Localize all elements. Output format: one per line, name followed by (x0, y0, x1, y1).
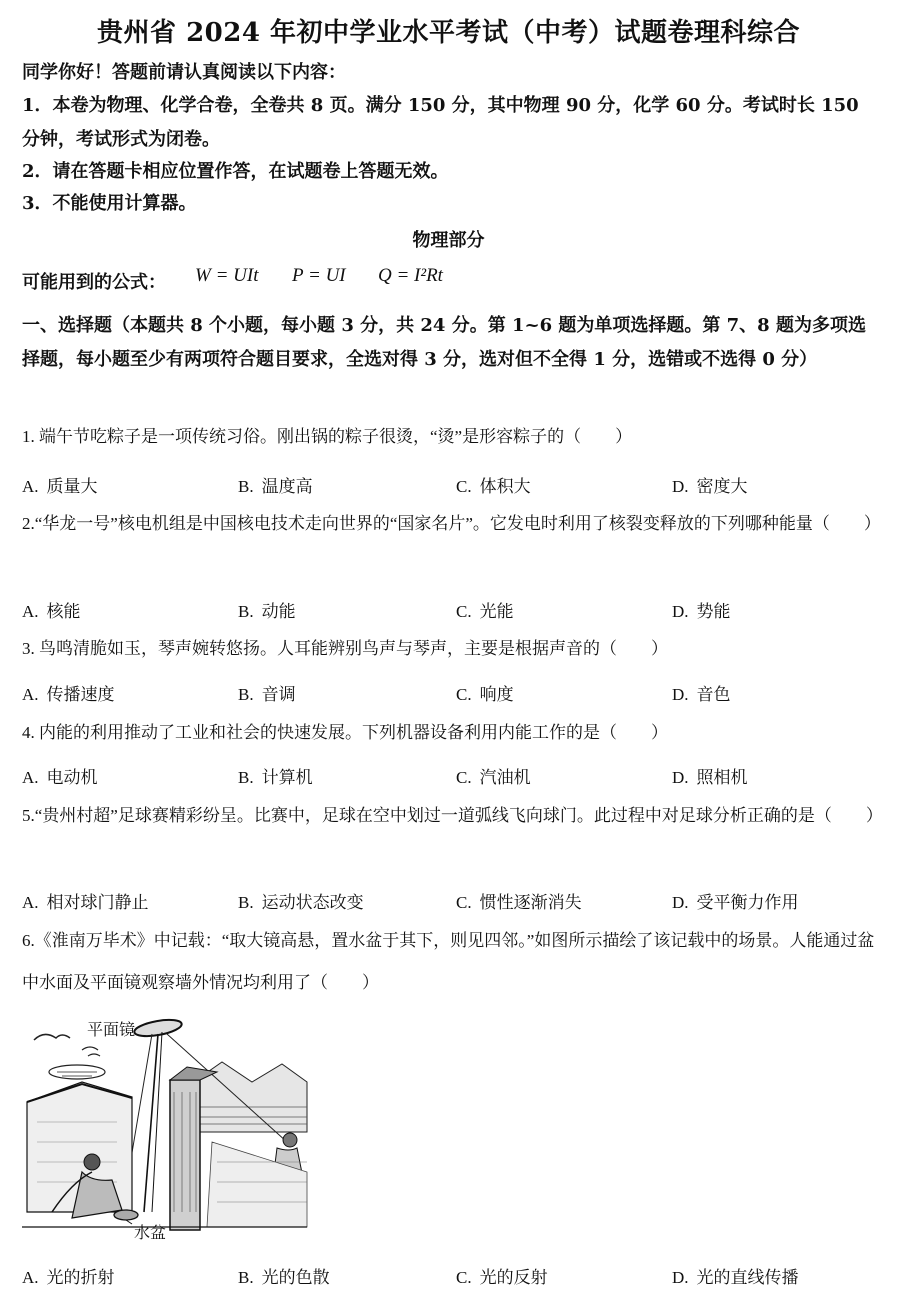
option-d[interactable]: D. 密度大 (672, 477, 748, 496)
formula-label: 可能用到的公式： (22, 272, 166, 293)
option-b[interactable]: B. 温度高 (238, 477, 313, 496)
option-d[interactable]: D. 音色 (672, 685, 731, 704)
option-a[interactable]: A. 光的折射 (22, 1268, 115, 1287)
option-b[interactable]: B. 运动状态改变 (238, 893, 364, 912)
option-b[interactable]: B. 计算机 (238, 768, 313, 787)
part1-header: 一、选择题（本题共 8 个小题，每小题 3 分，共 24 分。第 1~6 题为单项选择题。第 7、8 题为多项选择题，每小题至少有两项符合题目要求，全选对得 3 分，选对但不全得 1 分，选错或不选得 0 分） (22, 315, 866, 370)
formula-power: P = UI (292, 265, 346, 286)
option-c[interactable]: C. 光的反射 (456, 1268, 548, 1287)
intro-rule-1: 1．本卷为物理、化学合卷，全卷共 8 页。满分 150 分，其中物理 90 分，化学 60 分。考试时长 150 分钟，考试形式为闭卷。 (22, 95, 859, 150)
intro-rule-3: 3．不能使用计算器。 (22, 193, 197, 214)
intro-greeting: 同学你好！答题前请认真阅读以下内容： (22, 62, 346, 83)
option-c[interactable]: C. 光能 (456, 602, 514, 621)
option-d[interactable]: D. 光的直线传播 (672, 1268, 799, 1287)
option-a[interactable]: A. 传播速度 (22, 685, 115, 704)
question-4-stem: 4. 内能的利用推动了工业和社会的快速发展。下列机器设备利用内能工作的是（ ） (22, 723, 668, 742)
question-2-stem: 2.“华龙一号”核电机组是中国核电技术走向世界的“国家名片”。它发电时利用了核裂变释放的下列哪种能量（ ） (22, 514, 881, 533)
option-b[interactable]: B. 动能 (238, 602, 296, 621)
basin-label: 水盆 (134, 1225, 167, 1242)
option-c[interactable]: C. 惯性逐渐消失 (456, 893, 582, 912)
option-d[interactable]: D. 照相机 (672, 768, 748, 787)
formula-work: W = UIt (195, 265, 259, 286)
question-5-stem: 5.“贵州村超”足球赛精彩纷呈。比赛中，足球在空中划过一道弧线飞向球门。此过程中对足球分析正确的是（ ） (22, 806, 883, 825)
option-d[interactable]: D. 受平衡力作用 (672, 893, 799, 912)
option-d[interactable]: D. 势能 (672, 602, 731, 621)
option-a[interactable]: A. 质量大 (22, 477, 98, 496)
question-1-stem: 1. 端午节吃粽子是一项传统习俗。刚出锅的粽子很烫，“烫”是形容粽子的（ ） (22, 427, 633, 446)
mirror-illustration (22, 1012, 312, 1242)
option-c[interactable]: C. 响度 (456, 685, 514, 704)
option-c[interactable]: C. 体积大 (456, 477, 531, 496)
option-a[interactable]: A. 电动机 (22, 768, 98, 787)
option-a[interactable]: A. 相对球门静止 (22, 893, 149, 912)
illustration-drawing (22, 1012, 312, 1242)
question-3-stem: 3. 鸟鸣清脆如玉，琴声婉转悠扬。人耳能辨别鸟声与琴声，主要是根据声音的（ ） (22, 639, 668, 658)
formula-heat: Q = I²Rt (378, 265, 443, 286)
option-c[interactable]: C. 汽油机 (456, 768, 531, 787)
question-6-stem: 6.《淮南万毕术》中记载：“取大镜高悬，置水盆于其下，则见四邻。”如图所示描绘了该记载中的场景。人能通过盆中水面及平面镜观察墙外情况均利用了（ ） (22, 931, 875, 992)
section-title: 物理部分 (412, 230, 485, 251)
option-b[interactable]: B. 音调 (238, 685, 296, 704)
option-a[interactable]: A. 核能 (22, 602, 81, 621)
page-title: 贵州省 2024 年初中学业水平考试（中考）试题卷理科综合 (97, 18, 800, 48)
option-b[interactable]: B. 光的色散 (238, 1268, 330, 1287)
mirror-label: 平面镜 (87, 1022, 136, 1039)
intro-rule-2: 2．请在答题卡相应位置作答，在试题卷上答题无效。 (22, 161, 449, 182)
